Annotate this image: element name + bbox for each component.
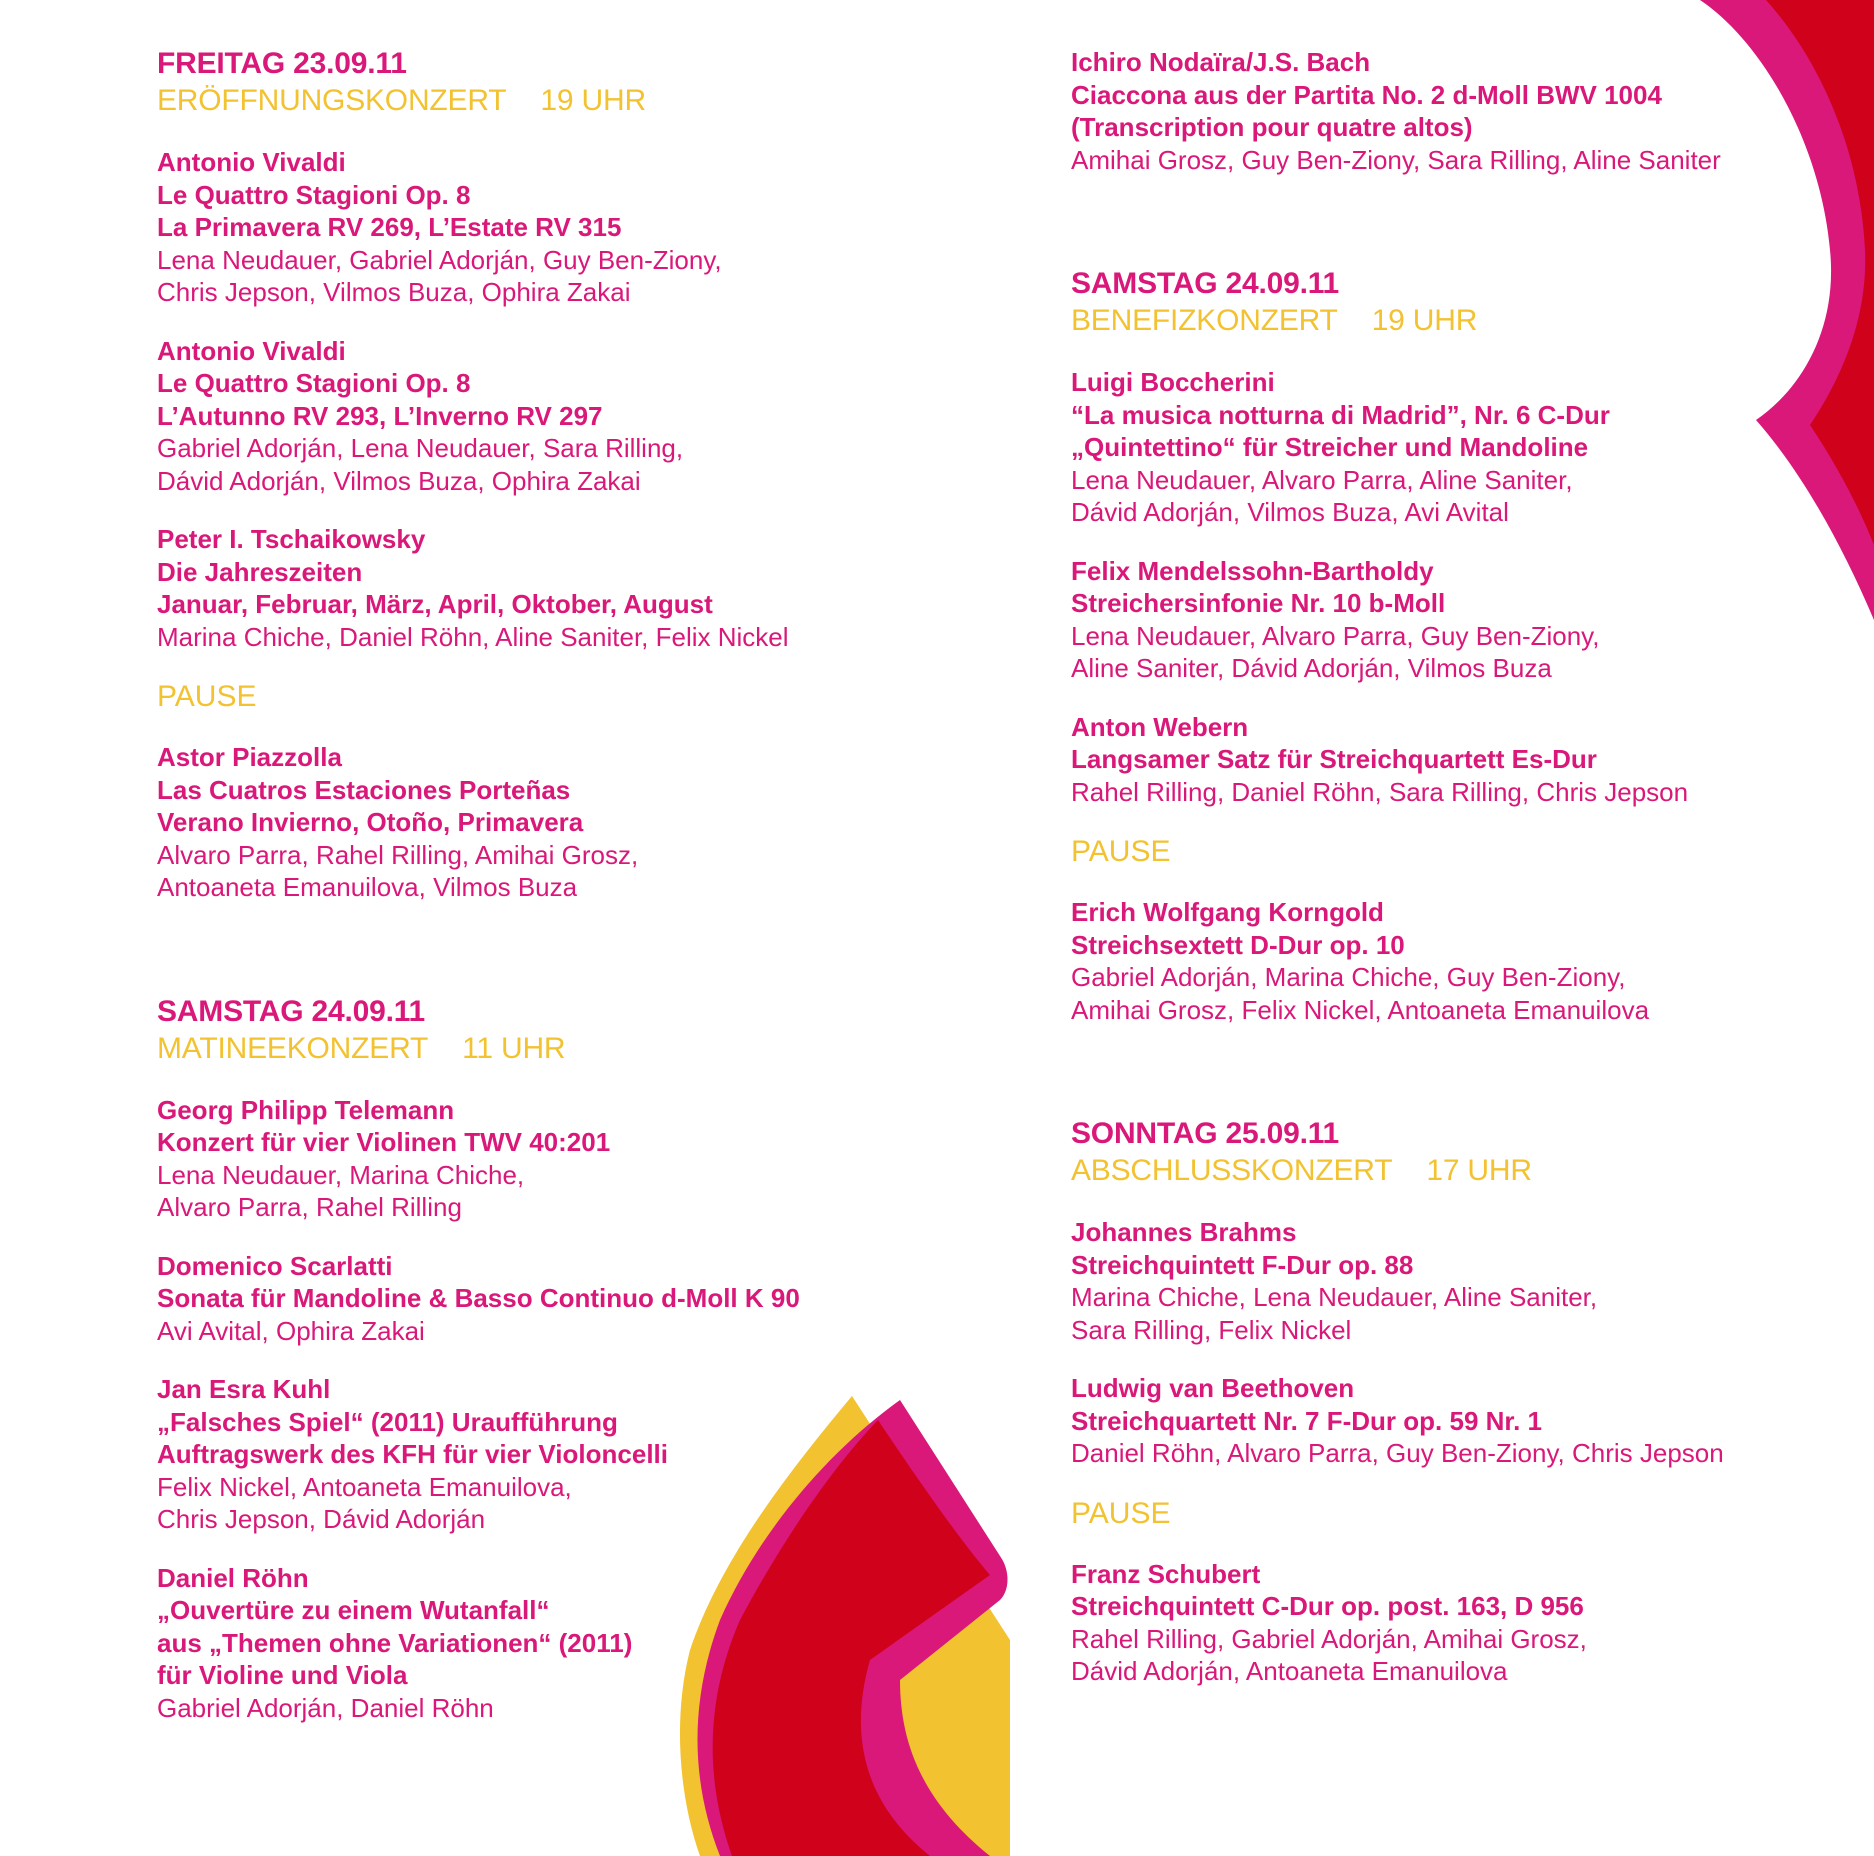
performers: Amihai Grosz, Felix Nickel, Antoaneta Emanuilova xyxy=(1071,994,1650,1025)
day-title: SAMSTAG 24.09.11 xyxy=(1071,267,1340,300)
program-column-right xyxy=(1071,46,1874,1752)
concert-time: 19 UHR xyxy=(540,84,646,117)
work-title: (Transcription pour quatre altos) xyxy=(1071,112,1473,142)
performers: Aline Saniter, Dávid Adorján, Vilmos Buza xyxy=(1071,653,1552,683)
program-piece xyxy=(1071,1216,1874,1346)
concert-day xyxy=(1071,1116,1874,1688)
performers: Avi Avital, Ophira Zakai xyxy=(157,1315,425,1346)
concert-time: 19 UHR xyxy=(1371,304,1478,337)
composer-name: Peter I. Tschaikowsky xyxy=(157,524,426,554)
work-title: Sonata für Mandoline & Basso Continuo d-Moll K 90 xyxy=(157,1283,800,1313)
concert-day xyxy=(157,994,1017,1725)
work-title: „Quintettino“ für Streicher und Mandoline xyxy=(1071,432,1589,462)
work-title: L’Autunno RV 293, L’Inverno RV 297 xyxy=(157,400,603,431)
day-title: SAMSTAG 24.09.11 xyxy=(157,994,426,1028)
concert-day xyxy=(157,46,1017,904)
pause-label: PAUSE xyxy=(1071,835,1171,868)
program-piece xyxy=(157,146,1017,309)
performers: Lena Neudauer, Alvaro Parra, Aline Saniter, xyxy=(1071,464,1573,495)
program-piece xyxy=(157,741,1017,904)
concert-name: MATINEEKONZERT xyxy=(157,1031,429,1065)
work-title: Le Quattro Stagioni Op. 8 xyxy=(157,368,471,398)
program-piece xyxy=(1071,555,1874,685)
performers: Lena Neudauer, Marina Chiche, xyxy=(157,1159,525,1190)
concert-subtitle xyxy=(1071,1152,1874,1190)
concert-subtitle xyxy=(157,82,1017,120)
work-title: Verano Invierno, Otoño, Primavera xyxy=(157,807,584,837)
work-title: „Ouvertüre zu einem Wutanfall“ xyxy=(157,1595,550,1625)
performers: Lena Neudauer, Gabriel Adorján, Guy Ben-Ziony, xyxy=(157,244,722,275)
performers: Sara Rilling, Felix Nickel xyxy=(1071,1314,1352,1345)
performers: Marina Chiche, Daniel Röhn, Aline Saniter, Felix Nickel xyxy=(157,621,789,652)
work-title: „Falsches Spiel“ (2011) Uraufführung xyxy=(157,1406,618,1437)
concert-name: ABSCHLUSSKONZERT xyxy=(1071,1154,1393,1187)
work-title: Langsamer Satz für Streichquartett Es-Dur xyxy=(1071,744,1597,774)
program-piece xyxy=(1071,711,1874,809)
composer-name: Luigi Boccherini xyxy=(1071,367,1275,397)
work-title: Streichquartett Nr. 7 F-Dur op. 59 Nr. 1 xyxy=(1071,1405,1542,1436)
performers: Rahel Rilling, Gabriel Adorján, Amihai Grosz, xyxy=(1071,1623,1587,1654)
composer-name: Ichiro Nodaïra/J.S. Bach xyxy=(1071,47,1371,77)
performers: Rahel Rilling, Daniel Röhn, Sara Rilling, Chris Jepson xyxy=(1071,776,1689,807)
program-piece xyxy=(1071,896,1874,1026)
work-title: Streichquintett C-Dur op. post. 163, D 956 xyxy=(1071,1591,1584,1621)
program-piece xyxy=(157,1562,1017,1725)
performers: Alvaro Parra, Rahel Rilling xyxy=(157,1192,462,1222)
work-title: Die Jahreszeiten xyxy=(157,556,363,587)
performers: Dávid Adorján, Vilmos Buza, Avi Avital xyxy=(1071,497,1509,527)
work-title: Ciaccona aus der Partita No. 2 d-Moll BWV 1004 xyxy=(1071,79,1662,110)
program-piece xyxy=(1071,366,1874,529)
concert-subtitle xyxy=(157,1030,1017,1068)
concert-time: 17 UHR xyxy=(1426,1154,1532,1187)
performers: Chris Jepson, Dávid Adorján xyxy=(157,1504,486,1534)
performers: Daniel Röhn, Alvaro Parra, Guy Ben-Ziony, Chris Jepson xyxy=(1071,1438,1724,1468)
composer-name: Antonio Vivaldi xyxy=(157,335,346,366)
concert-subtitle xyxy=(1071,302,1874,340)
pause-label: PAUSE xyxy=(157,680,257,713)
performers: Chris Jepson, Vilmos Buza, Ophira Zakai xyxy=(157,277,631,307)
work-title: aus „Themen ohne Variationen“ (2011) xyxy=(157,1627,633,1658)
program-piece xyxy=(157,1373,1017,1536)
performers: Marina Chiche, Lena Neudauer, Aline Saniter, xyxy=(1071,1282,1598,1312)
performers: Dávid Adorján, Vilmos Buza, Ophira Zakai xyxy=(157,465,641,496)
performers: Gabriel Adorján, Lena Neudauer, Sara Rilling, xyxy=(157,433,684,463)
concert-time: 11 UHR xyxy=(462,1031,566,1065)
composer-name: Johannes Brahms xyxy=(1071,1217,1297,1247)
program-column-left xyxy=(157,46,1017,1788)
concert-day xyxy=(1071,266,1874,1026)
work-title: La Primavera RV 269, L’Estate RV 315 xyxy=(157,212,622,242)
program-piece xyxy=(157,335,1017,498)
program-piece xyxy=(1071,46,1874,176)
work-title: für Violine und Viola xyxy=(157,1660,408,1690)
composer-name: Franz Schubert xyxy=(1071,1558,1261,1589)
program-piece xyxy=(1071,1372,1874,1470)
composer-name: Felix Mendelssohn-Bartholdy xyxy=(1071,555,1434,586)
program-piece xyxy=(1071,1558,1874,1688)
performers: Lena Neudauer, Alvaro Parra, Guy Ben-Ziony, xyxy=(1071,620,1600,651)
concert-name: BENEFIZKONZERT xyxy=(1071,304,1338,337)
composer-name: Georg Philipp Telemann xyxy=(157,1094,455,1125)
program-piece xyxy=(157,1094,1017,1224)
concert-name: ERÖFFNUNGSKONZERT xyxy=(157,84,507,117)
performers: Gabriel Adorján, Marina Chiche, Guy Ben-Ziony, xyxy=(1071,962,1626,992)
performers: Antoaneta Emanuilova, Vilmos Buza xyxy=(157,872,578,902)
work-title: Konzert für vier Violinen TWV 40:201 xyxy=(157,1127,611,1157)
work-title: Auftragswerk des KFH für vier Violoncelli xyxy=(157,1439,668,1469)
performers: Felix Nickel, Antoaneta Emanuilova, xyxy=(157,1471,572,1502)
work-title: Las Cuatros Estaciones Porteñas xyxy=(157,774,571,805)
work-title: Streichsextett D-Dur op. 10 xyxy=(1071,929,1405,960)
composer-name: Jan Esra Kuhl xyxy=(157,1374,331,1404)
composer-name: Astor Piazzolla xyxy=(157,742,342,772)
work-title: Streichquintett F-Dur op. 88 xyxy=(1071,1249,1414,1280)
program-piece xyxy=(157,523,1017,653)
day-title: SONNTAG 25.09.11 xyxy=(1071,1117,1340,1150)
composer-name: Ludwig van Beethoven xyxy=(1071,1373,1355,1403)
program-piece xyxy=(157,1250,1017,1348)
work-title: Streichersinfonie Nr. 10 b-Moll xyxy=(1071,588,1446,618)
performers: Amihai Grosz, Guy Ben-Ziony, Sara Rilling, Aline Saniter xyxy=(1071,144,1721,175)
work-title: Januar, Februar, März, April, Oktober, August xyxy=(157,589,713,619)
performers: Dávid Adorján, Antoaneta Emanuilova xyxy=(1071,1656,1508,1686)
composer-name: Anton Webern xyxy=(1071,711,1249,742)
concert-day xyxy=(1071,46,1874,176)
work-title: “La musica notturna di Madrid”, Nr. 6 C-Dur xyxy=(1071,399,1610,430)
pause-label: PAUSE xyxy=(1071,1496,1171,1530)
composer-name: Antonio Vivaldi xyxy=(157,147,346,177)
composer-name: Domenico Scarlatti xyxy=(157,1250,393,1281)
work-title: Le Quattro Stagioni Op. 8 xyxy=(157,179,471,210)
day-title: FREITAG 23.09.11 xyxy=(157,47,407,80)
performers: Alvaro Parra, Rahel Rilling, Amihai Grosz, xyxy=(157,839,639,870)
composer-name: Erich Wolfgang Korngold xyxy=(1071,897,1384,927)
composer-name: Daniel Röhn xyxy=(157,1562,309,1593)
performers: Gabriel Adorján, Daniel Röhn xyxy=(157,1692,494,1723)
